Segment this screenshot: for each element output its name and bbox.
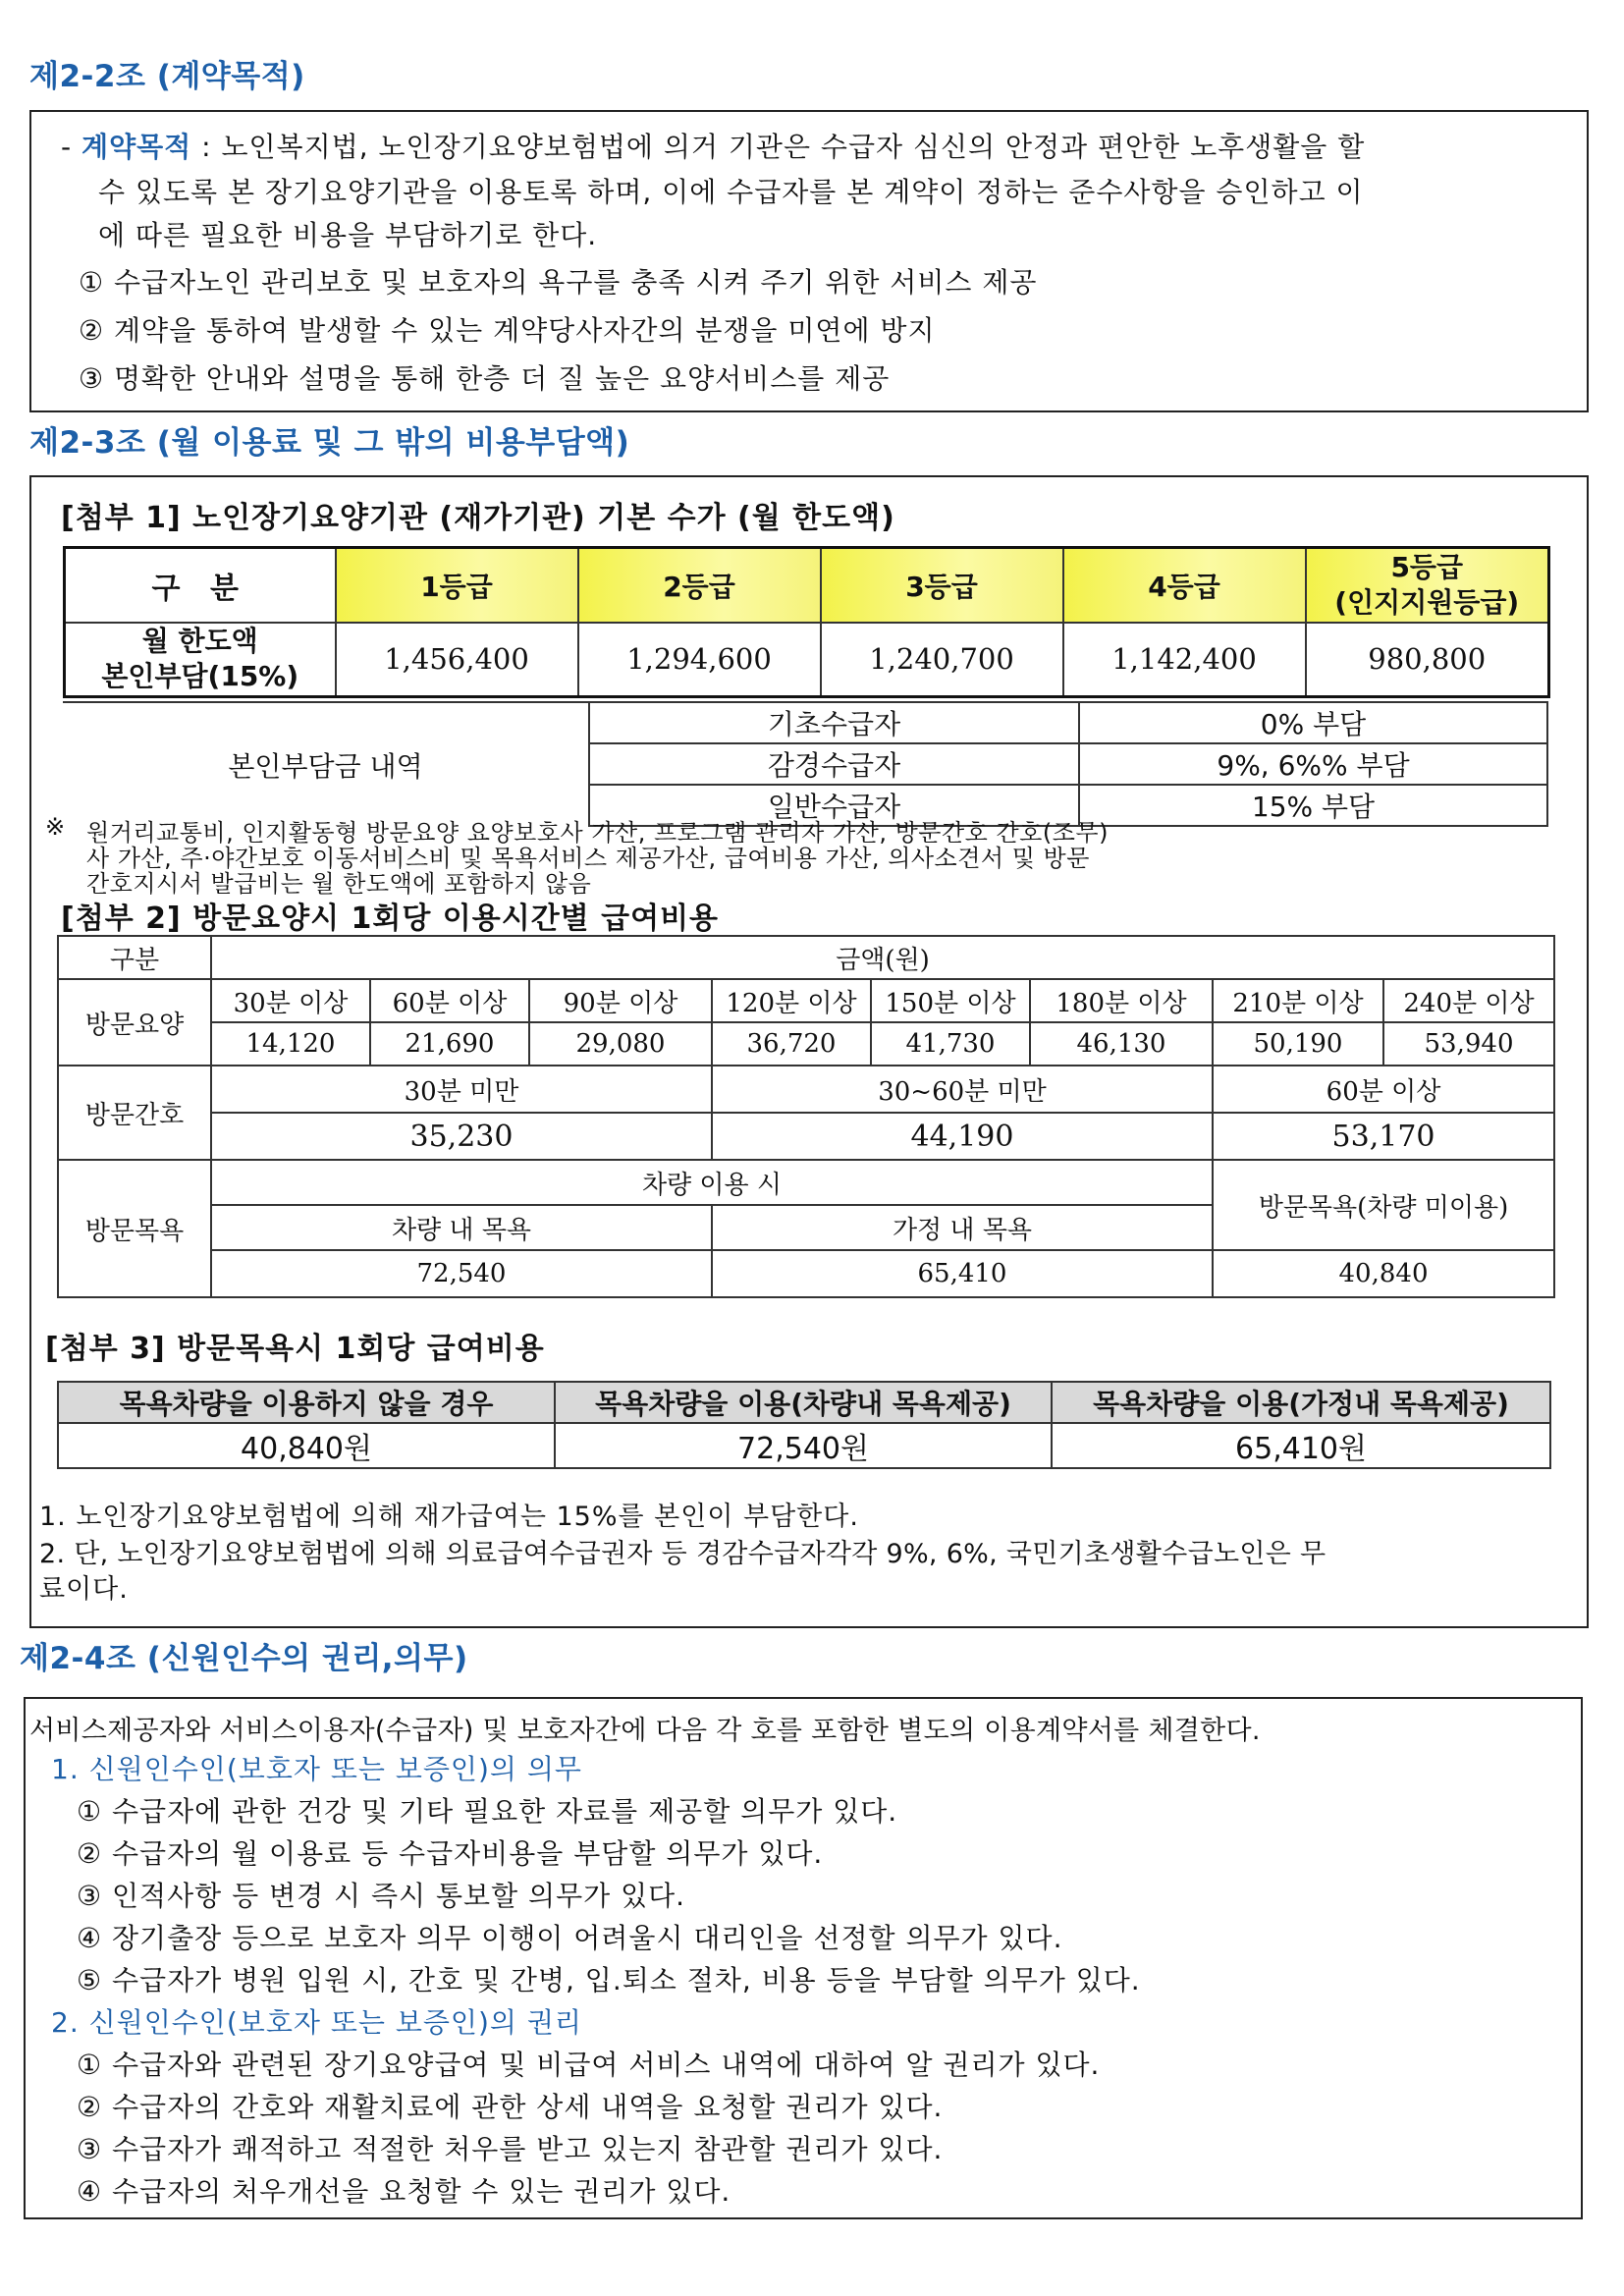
care-time-90: 90분 이상 bbox=[529, 979, 712, 1022]
right-item-4: ④ 수급자의 처우개선을 요청할 수 있는 권리가 있다. bbox=[77, 2175, 731, 2208]
grade-2-value: 1,294,600 bbox=[578, 623, 821, 697]
section-2-4-title: 제2-4조 (신원인수의 권리,의무) bbox=[20, 1641, 468, 1676]
vehicle-use-label: 차량 이용 시 bbox=[211, 1160, 1213, 1205]
care-value-120: 36,720 bbox=[712, 1022, 871, 1066]
grade-1-header: 1등급 bbox=[336, 548, 578, 623]
visit-nursing-label: 방문간호 bbox=[58, 1066, 211, 1160]
grade-4-value: 1,142,400 bbox=[1063, 623, 1306, 697]
monthly-limit-label-1: 월 한도액 bbox=[141, 625, 258, 658]
bath-at-home-label: 가정 내 목욕 bbox=[712, 1205, 1213, 1250]
section-2-3-box bbox=[29, 475, 1589, 1628]
bath-in-vehicle-label: 차량 내 목욕 bbox=[211, 1205, 712, 1250]
bath-cost-table bbox=[57, 1381, 1551, 1469]
grade-5-value: 980,800 bbox=[1306, 623, 1549, 697]
grade-1-value: 1,456,400 bbox=[336, 623, 578, 697]
care-time-150: 150분 이상 bbox=[871, 979, 1030, 1022]
care-time-60: 60분 이상 bbox=[370, 979, 529, 1022]
care-time-240: 240분 이상 bbox=[1383, 979, 1554, 1022]
grade-2-header: 2등급 bbox=[578, 548, 821, 623]
bath-cost-header-1: 목욕차량을 이용하지 않을 경우 bbox=[58, 1382, 555, 1423]
nursing-time-3: 60분 이상 bbox=[1213, 1066, 1554, 1113]
right-item-1: ① 수급자와 관련된 장기요양급여 및 비급여 서비스 내역에 대하여 알 권리가 있다. bbox=[77, 2049, 1101, 2081]
section-2-2-title: 제2-2조 (계약목적) bbox=[29, 59, 305, 94]
self-pay-type-1: 기초수급자 bbox=[589, 702, 1079, 743]
duty-item-4: ④ 장기출장 등으로 보호자 의무 이행이 어려울시 대리인을 선정할 의무가 있다. bbox=[77, 1922, 1063, 1954]
self-pay-type-2: 감경수급자 bbox=[589, 743, 1079, 785]
care-time-180: 180분 이상 bbox=[1030, 979, 1213, 1022]
self-pay-rate-1: 0% 부담 bbox=[1079, 702, 1547, 743]
visit-care-label: 방문요양 bbox=[58, 979, 211, 1066]
right-item-2: ② 수급자의 간호와 재활치료에 관한 상세 내역을 요청할 권리가 있다. bbox=[77, 2091, 944, 2123]
duty-item-1: ① 수급자에 관한 건강 및 기타 필요한 자료를 제공할 의무가 있다. bbox=[77, 1795, 898, 1828]
visit-care-table bbox=[57, 935, 1555, 1298]
care-time-30: 30분 이상 bbox=[211, 979, 370, 1022]
nursing-value-2: 44,190 bbox=[712, 1113, 1213, 1160]
grade-3-value: 1,240,700 bbox=[821, 623, 1063, 697]
duty-title: 1. 신원인수인(보호자 또는 보증인)의 의무 bbox=[51, 1753, 582, 1785]
purpose-line-2: 수 있도록 본 장기요양기관을 이용토록 하며, 이에 수급자를 본 계약이 정하는 준수사항을 승인하고 이 bbox=[98, 176, 1364, 208]
visit-bath-label: 방문목욕 bbox=[58, 1160, 211, 1297]
duty-item-2: ② 수급자의 월 이용료 등 수급자비용을 부담할 의무가 있다. bbox=[77, 1837, 824, 1870]
purpose-line-3: 에 따른 필요한 비용을 부담하기로 한다. bbox=[98, 219, 598, 251]
purpose-text-1: : 노인복지법, 노인장기요양보험법에 의거 기관은 수급자 심신의 안정과 편안한 노후생활을 할 bbox=[191, 131, 1366, 163]
note-mark: ※ bbox=[45, 813, 66, 841]
bath-cost-header-2: 목욕차량을 이용(차량내 목욕제공) bbox=[555, 1382, 1052, 1423]
purpose-item-3: ③ 명확한 안내와 설명을 통해 한층 더 질 높은 요양서비스를 제공 bbox=[79, 362, 891, 395]
col-label: 구분 bbox=[58, 936, 211, 979]
rights-intro: 서비스제공자와 서비스이용자(수급자) 및 보호자간에 다음 각 호를 포함한 별도의 이용계약서를 체결한다. bbox=[29, 1716, 1261, 1746]
monthly-limit-table bbox=[63, 546, 1550, 698]
right-item-3: ③ 수급자가 쾌적하고 적절한 처우를 받고 있는지 참관할 권리가 있다. bbox=[77, 2133, 944, 2165]
bath-no-vehicle-label: 방문목욕(차량 미이용) bbox=[1213, 1160, 1554, 1250]
self-pay-rate-3: 15% 부담 bbox=[1079, 785, 1547, 826]
footnote-2: 2. 단, 노인장기요양보험법에 의해 의료급여수급권자 등 경감수급자각각 9%, 6%, 국민기초생활수급노인은 무 bbox=[39, 1539, 1326, 1569]
self-pay-table bbox=[63, 701, 1548, 827]
self-pay-rate-2: 9%, 6%% 부담 bbox=[1079, 743, 1547, 785]
grade-header-label: 구 분 bbox=[65, 548, 336, 623]
bath-cost-value-2: 72,540원 bbox=[555, 1423, 1052, 1468]
attachment-1-title: [첨부 1] 노인장기요양기관 (재가기관) 기본 수가 (월 한도액) bbox=[61, 501, 895, 535]
amount-label: 금액(원) bbox=[211, 936, 1554, 979]
grade-3-header: 3등급 bbox=[821, 548, 1063, 623]
bath-cost-value-1: 40,840원 bbox=[58, 1423, 555, 1468]
care-value-210: 50,190 bbox=[1213, 1022, 1383, 1066]
section-2-2-box bbox=[29, 110, 1589, 412]
bath-cost-header-3: 목욕차량을 이용(가정내 목욕제공) bbox=[1052, 1382, 1550, 1423]
grade-5-label: 5등급 bbox=[1390, 550, 1464, 583]
care-time-120: 120분 이상 bbox=[712, 979, 871, 1022]
care-value-150: 41,730 bbox=[871, 1022, 1030, 1066]
bath-no-vehicle-value: 40,840 bbox=[1213, 1250, 1554, 1297]
bath-in-vehicle-value: 72,540 bbox=[211, 1250, 712, 1297]
self-pay-type-3: 일반수급자 bbox=[589, 785, 1079, 826]
purpose-item-1: ① 수급자노인 관리보호 및 보호자의 욕구를 충족 시켜 주기 위한 서비스 제공 bbox=[79, 266, 1038, 299]
duty-item-3: ③ 인적사항 등 변경 시 즉시 통보할 의무가 있다. bbox=[77, 1880, 686, 1912]
care-time-210: 210분 이상 bbox=[1213, 979, 1383, 1022]
nursing-time-2: 30~60분 미만 bbox=[712, 1066, 1213, 1113]
care-value-90: 29,080 bbox=[529, 1022, 712, 1066]
purpose-line-1: - 계약목적 : 노인복지법, 노인장기요양보험법에 의거 기관은 수급자 심신의 안정과 편안한 노후생활을 할 bbox=[61, 131, 1366, 163]
care-value-60: 21,690 bbox=[370, 1022, 529, 1066]
bath-cost-value-3: 65,410원 bbox=[1052, 1423, 1550, 1468]
right-title: 2. 신원인수인(보호자 또는 보증인)의 권리 bbox=[51, 2006, 582, 2039]
grade-4-header: 4등급 bbox=[1063, 548, 1306, 623]
nursing-value-1: 35,230 bbox=[211, 1113, 712, 1160]
care-value-240: 53,940 bbox=[1383, 1022, 1554, 1066]
monthly-limit-label-2: 본인부담(15%) bbox=[101, 660, 299, 693]
care-value-30: 14,120 bbox=[211, 1022, 370, 1066]
attachment-3-title: [첨부 3] 방문목욕시 1회당 급여비용 bbox=[45, 1332, 545, 1366]
attachment-2-title: [첨부 2] 방문요양시 1회당 이용시간별 급여비용 bbox=[61, 902, 720, 936]
care-value-180: 46,130 bbox=[1030, 1022, 1213, 1066]
purpose-label: 계약목적 bbox=[81, 131, 192, 163]
section-2-3-title: 제2-3조 (월 이용료 및 그 밖의 비용부담액) bbox=[29, 425, 630, 461]
note-line-2: 사 가산, 주·야간보호 이동서비스비 및 목욕서비스 제공가산, 급여비용 가산, 의사소견서 및 방문 bbox=[86, 845, 1090, 872]
note-line-3: 간호지시서 발급비는 월 한도액에 포함하지 않음 bbox=[86, 870, 592, 898]
nursing-value-3: 53,170 bbox=[1213, 1113, 1554, 1160]
duty-item-5: ⑤ 수급자가 병원 입원 시, 간호 및 간병, 입.퇴소 절차, 비용 등을 부담할 의무가 있다. bbox=[77, 1964, 1141, 1996]
grade-5-sublabel: (인지지원등급) bbox=[1334, 585, 1520, 619]
section-2-4-box bbox=[24, 1697, 1583, 2219]
bath-at-home-value: 65,410 bbox=[712, 1250, 1213, 1297]
footnote-1: 1. 노인장기요양보험법에 의해 재가급여는 15%를 본인이 부담한다. bbox=[39, 1502, 859, 1532]
self-pay-label: 본인부담금 내역 bbox=[63, 702, 589, 826]
monthly-limit-label bbox=[65, 623, 336, 697]
grade-5-header bbox=[1306, 548, 1549, 623]
nursing-time-1: 30분 미만 bbox=[211, 1066, 712, 1113]
note-line-1: 원거리교통비, 인지활동형 방문요양 요양보호사 가산, 프로그램 관리자 가산, 방문간호 간호(조무) bbox=[86, 819, 1109, 847]
footnote-2-cont: 료이다. bbox=[39, 1574, 129, 1605]
purpose-item-2: ② 계약을 통하여 발생할 수 있는 계약당사자간의 분쟁을 미연에 방지 bbox=[79, 314, 936, 347]
